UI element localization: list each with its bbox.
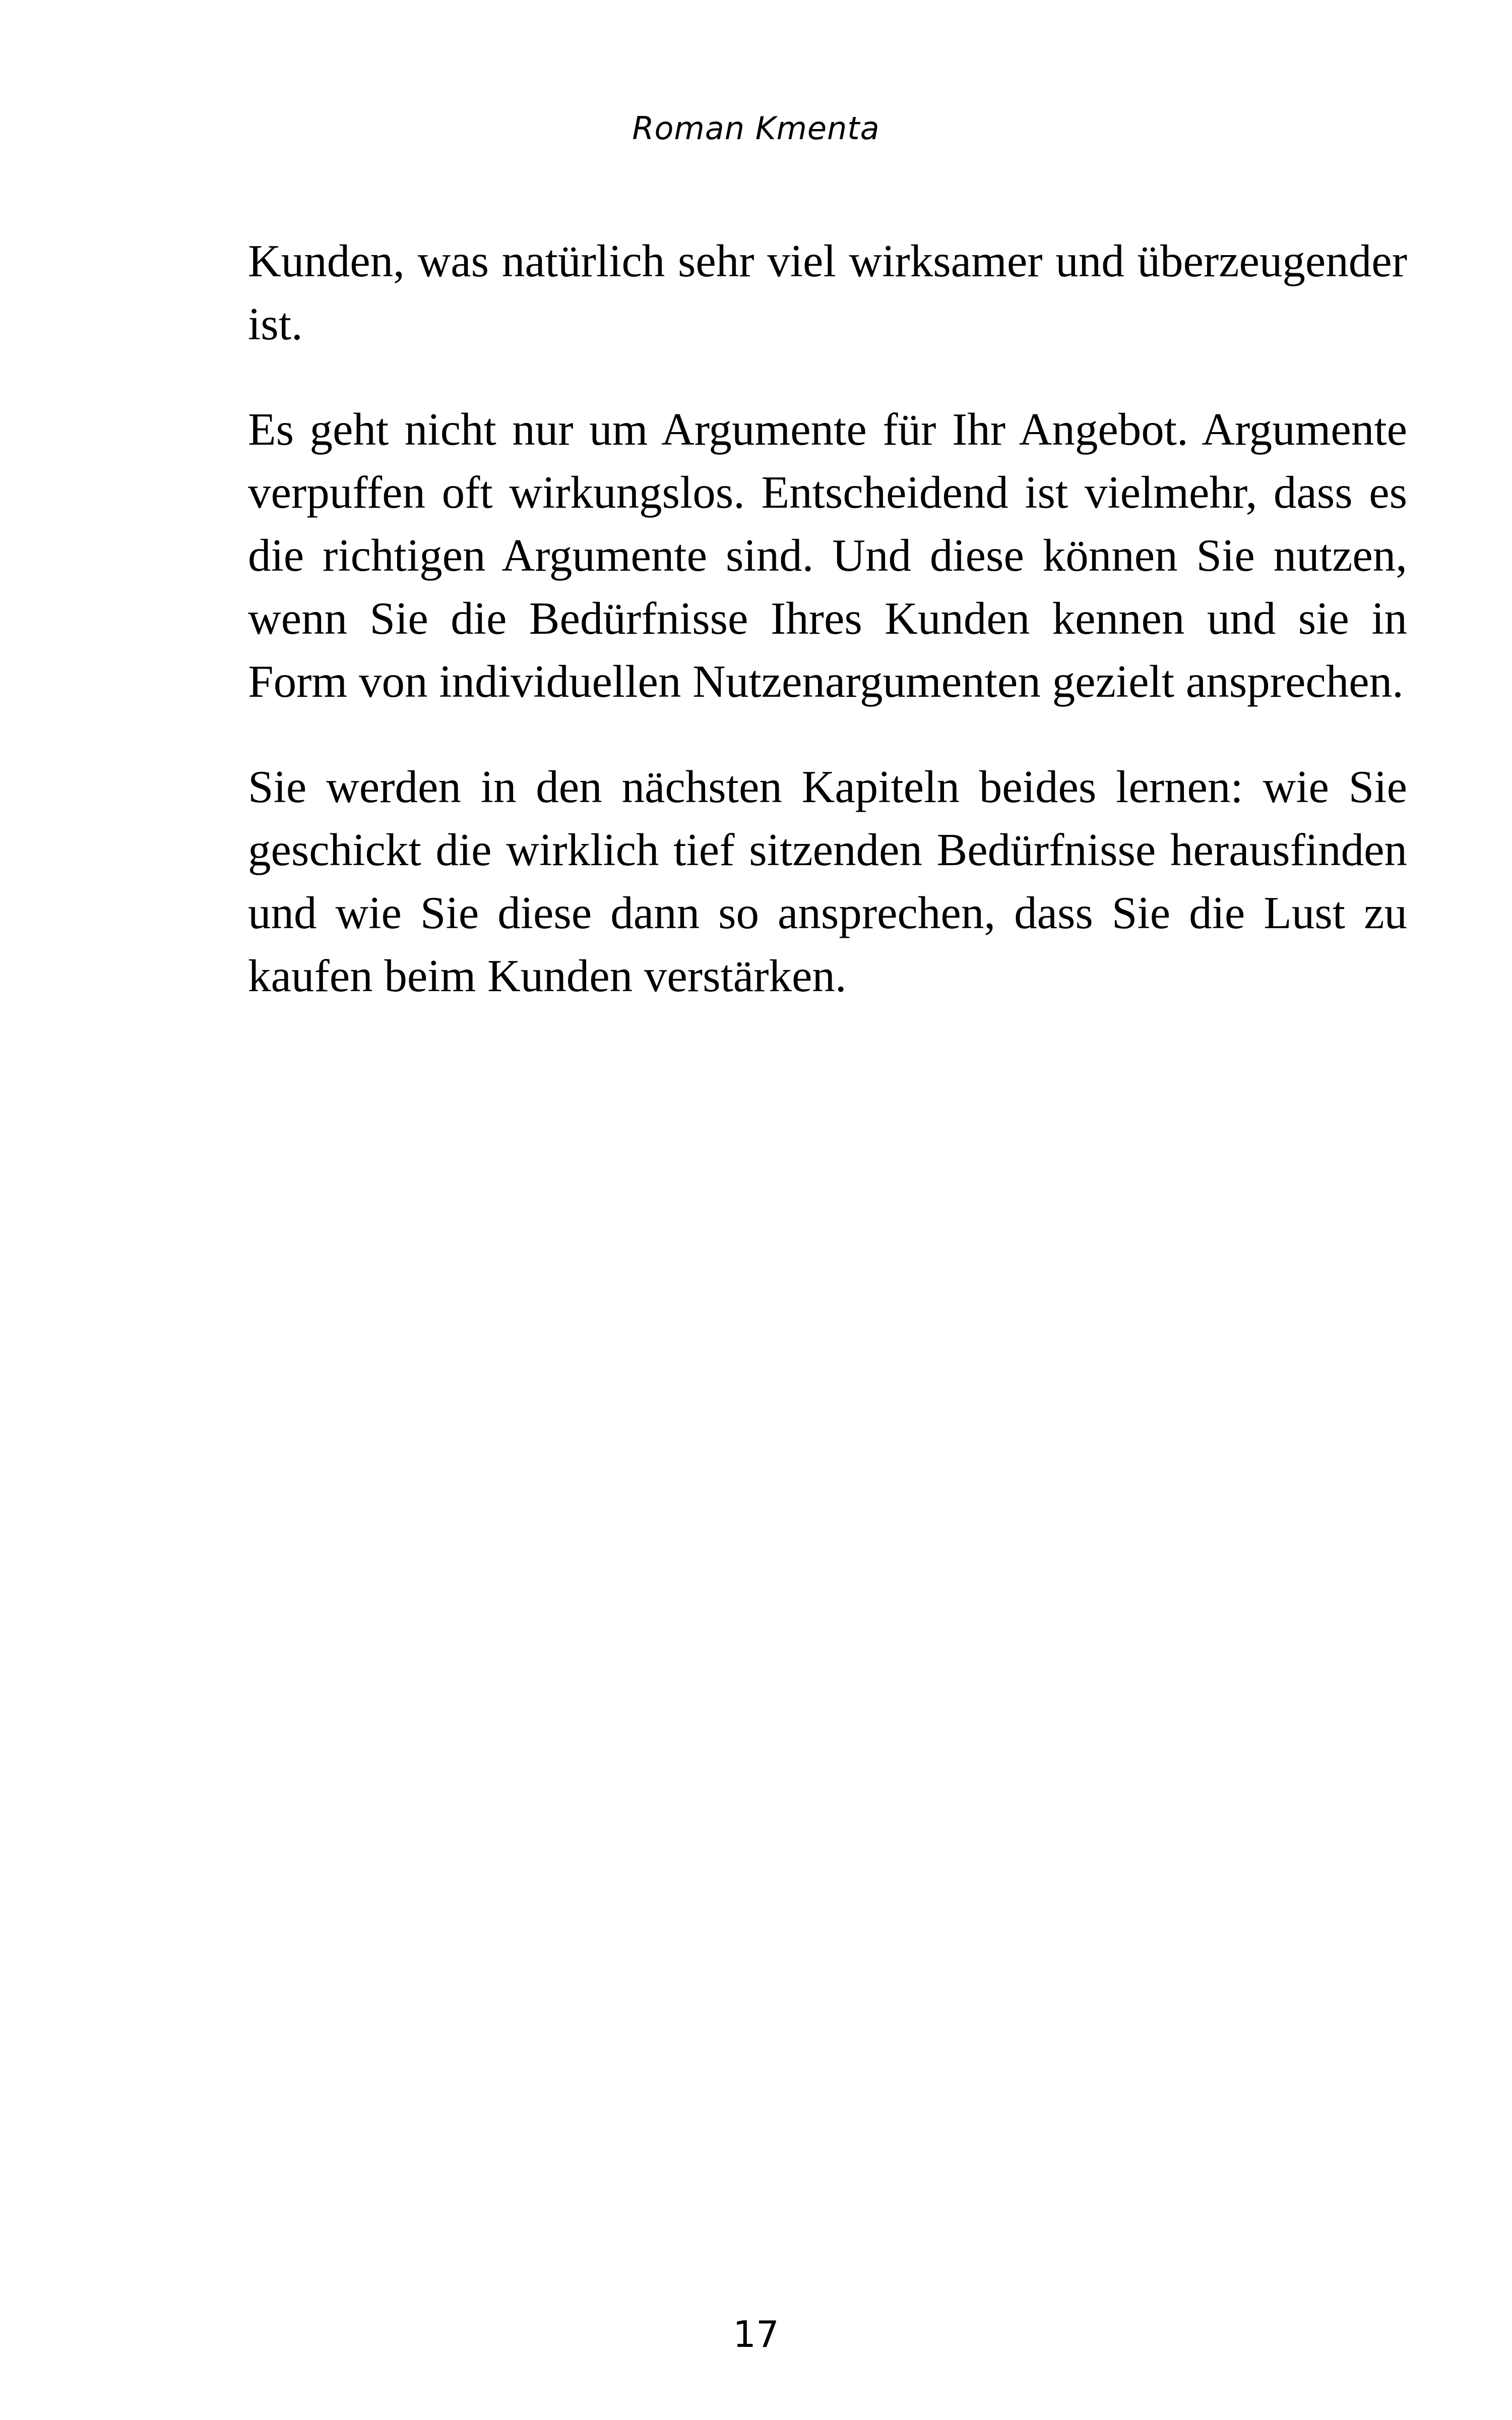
paragraph-2: Es geht nicht nur um Argumente für Ihr Angebot. Argumente verpuffen oft wirkungslos. Entscheidend ist vielmehr, dass es die richtigen Argumente sind. Und diese können Sie nutzen, wenn Sie die Bedürfnisse Ihres Kunden kennen und sie in Form von individuellen Nutzenargumenten gezielt ansprechen.: [248, 404, 1407, 707]
page-number: 17: [733, 2313, 779, 2355]
body-text: [248, 229, 1407, 1050]
paragraph-1: Kunden, was natürlich sehr viel wirksamer und überzeugender ist.: [248, 235, 1407, 349]
running-header-author: Roman Kmenta: [632, 110, 880, 147]
paragraph-3: Sie werden in den nächsten Kapiteln beides lernen: wie Sie geschickt die wirklich tief sitzenden Bedürfnisse herausfinden und wie Sie diese dann so ansprechen, dass Sie die Lust zu kaufen beim Kunden verstärken.: [248, 761, 1407, 1001]
